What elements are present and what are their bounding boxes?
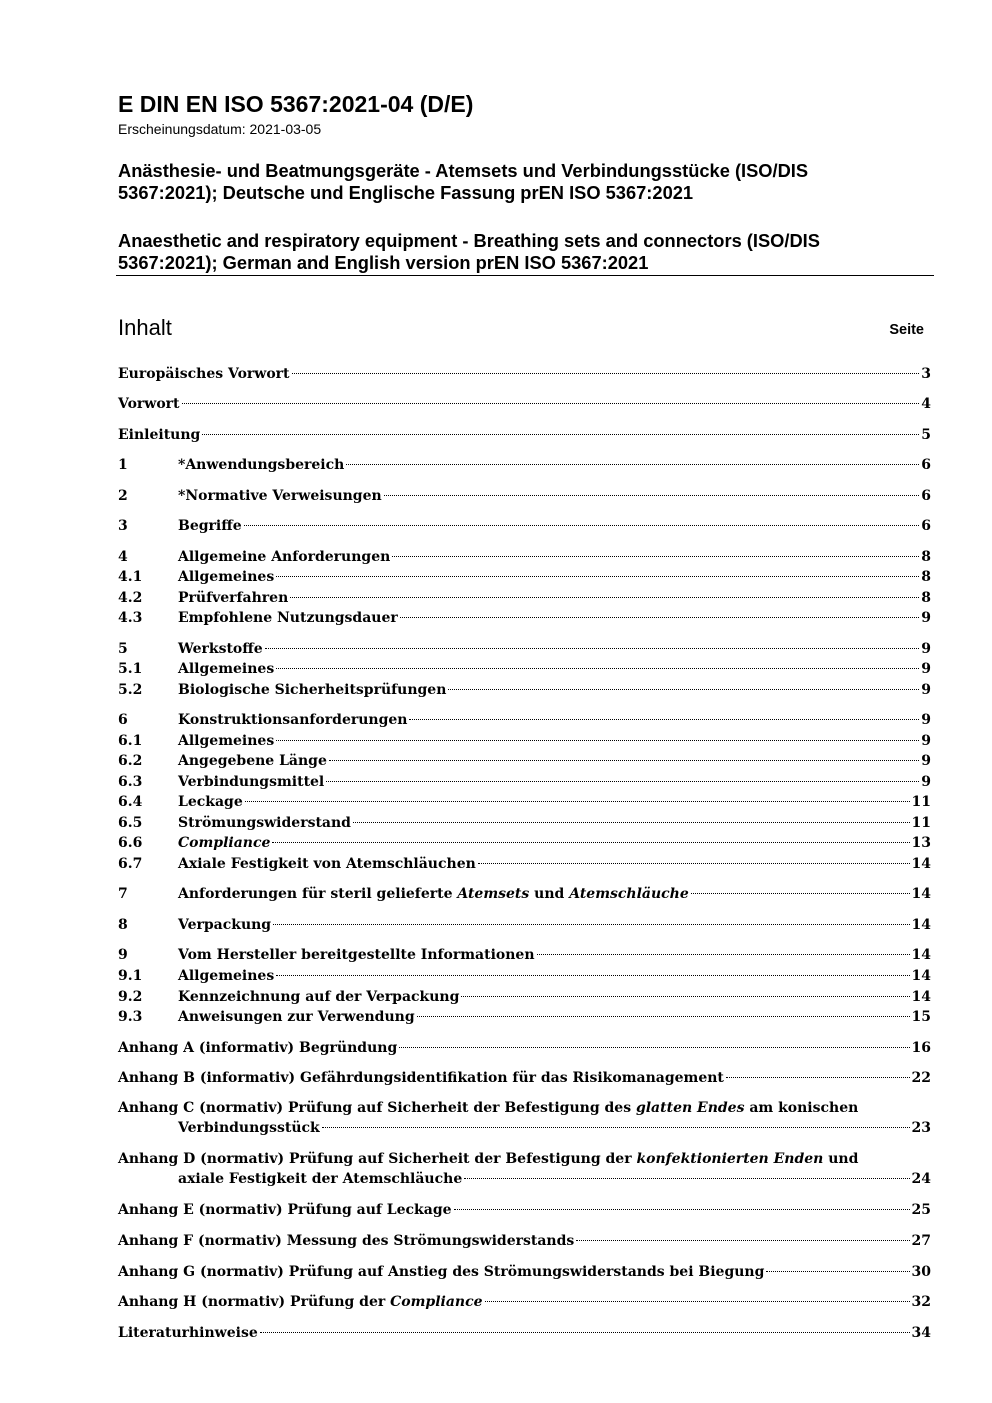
toc-entry-text: Allgemeines bbox=[178, 661, 275, 677]
toc-leader bbox=[326, 781, 919, 782]
toc-entry-text: Werkstoffe bbox=[178, 641, 263, 657]
toc-entry-number: 4.2 bbox=[118, 590, 143, 606]
toc-leader bbox=[272, 842, 909, 843]
toc-leader bbox=[276, 576, 919, 577]
toc-entry[interactable] bbox=[118, 486, 931, 506]
toc-entry-text: Anweisungen zur Verwendung bbox=[178, 1009, 415, 1025]
toc-entry[interactable] bbox=[118, 547, 931, 567]
toc-leader bbox=[346, 464, 919, 465]
toc-leader bbox=[182, 403, 920, 404]
toc-leader bbox=[244, 525, 920, 526]
toc-entry-text: Allgemeine Anforderungen bbox=[178, 549, 391, 565]
toc-leader bbox=[448, 689, 919, 690]
toc-entry[interactable] bbox=[118, 567, 931, 587]
toc-entry-page: 14 bbox=[911, 947, 931, 963]
toc-entry[interactable] bbox=[118, 772, 931, 792]
title-english bbox=[118, 230, 933, 274]
toc-entry-number: 6.5 bbox=[118, 815, 143, 831]
toc-entry-text-line-1: Anhang C (normativ) Prüfung auf Sicherheit der Befestigung des glatten Endes am konischen bbox=[118, 1100, 859, 1116]
toc-entry[interactable] bbox=[118, 884, 931, 904]
toc-entry-text: Leckage bbox=[178, 794, 243, 810]
toc-entry-page: 9 bbox=[921, 610, 931, 626]
toc-leader bbox=[576, 1240, 909, 1241]
title-german bbox=[118, 160, 933, 204]
toc-entry-number: 2 bbox=[118, 488, 128, 504]
toc-leader bbox=[276, 975, 909, 976]
toc-entry[interactable] bbox=[118, 659, 931, 679]
header-divider bbox=[116, 275, 934, 276]
toc-entry-annex[interactable] bbox=[118, 1292, 931, 1312]
toc-entry-annex[interactable] bbox=[118, 1068, 931, 1088]
toc-entry-text: Vom Hersteller bereitgestellte Informationen bbox=[178, 947, 535, 963]
toc-entry-page: 15 bbox=[911, 1009, 931, 1025]
toc-entry-number: 7 bbox=[118, 886, 128, 902]
toc-entry-page: 9 bbox=[921, 733, 931, 749]
toc-leader bbox=[461, 996, 909, 997]
toc-leader bbox=[409, 719, 919, 720]
title-english-line-1: Anaesthetic and respiratory equipment - Breathing sets and connectors (ISO/DIS bbox=[118, 230, 820, 251]
toc-entry-text-line-2: axiale Festigkeit der Atemschläuche bbox=[178, 1171, 463, 1187]
page-column-label: Seite bbox=[889, 322, 924, 338]
toc-leader bbox=[454, 1209, 910, 1210]
toc-entry-page: 13 bbox=[911, 835, 931, 851]
toc-entry-page: 22 bbox=[911, 1070, 931, 1086]
toc-entry-text: Konstruktionsanforderungen bbox=[178, 712, 408, 728]
toc-leader bbox=[276, 740, 919, 741]
toc-entry[interactable] bbox=[118, 680, 931, 700]
toc-entry-page: 14 bbox=[911, 917, 931, 933]
toc-entry-page: 11 bbox=[911, 815, 931, 831]
toc-entry-text: Prüfverfahren bbox=[178, 590, 289, 606]
toc-entry-number: 5 bbox=[118, 641, 128, 657]
toc-entry[interactable] bbox=[118, 1323, 931, 1343]
toc-entry-number: 6.7 bbox=[118, 856, 143, 872]
toc-leader bbox=[464, 1178, 909, 1179]
toc-entry-text: Biologische Sicherheitsprüfungen bbox=[178, 682, 447, 698]
toc-entry[interactable] bbox=[118, 813, 931, 833]
toc-entry-page: 34 bbox=[911, 1325, 931, 1341]
toc-entry-number: 3 bbox=[118, 518, 128, 534]
toc-entry-annex[interactable] bbox=[118, 1098, 931, 1138]
toc-leader bbox=[322, 1127, 910, 1128]
toc-entry-page: 8 bbox=[921, 549, 931, 565]
title-english-line-2: 5367:2021); German and English version prEN ISO 5367:2021 bbox=[118, 252, 649, 273]
toc-entry-text: *Normative Verweisungen bbox=[178, 488, 382, 504]
toc-entry[interactable] bbox=[118, 710, 931, 730]
toc-leader bbox=[478, 863, 910, 864]
toc-entry-page: 14 bbox=[911, 886, 931, 902]
toc-entry-annex[interactable] bbox=[118, 1231, 931, 1251]
toc-entry[interactable] bbox=[118, 455, 931, 475]
toc-entry-text: Strömungswiderstand bbox=[178, 815, 351, 831]
toc-entry-page: 3 bbox=[921, 366, 931, 382]
toc-leader bbox=[726, 1077, 910, 1078]
toc-leader bbox=[265, 648, 920, 649]
toc-entry-number: 5.1 bbox=[118, 661, 143, 677]
toc-entry-number: 6.4 bbox=[118, 794, 143, 810]
toc-entry-page: 8 bbox=[921, 569, 931, 585]
toc-entry-annex[interactable] bbox=[118, 1149, 931, 1189]
toc-entry-page: 6 bbox=[921, 488, 931, 504]
toc-entry[interactable] bbox=[118, 731, 931, 751]
toc-entry-text: Empfohlene Nutzungsdauer bbox=[178, 610, 398, 626]
toc-entry[interactable] bbox=[118, 915, 931, 935]
toc-heading: Inhalt bbox=[118, 315, 172, 340]
toc-entry-page: 9 bbox=[921, 661, 931, 677]
toc-entry[interactable] bbox=[118, 1007, 931, 1027]
toc-entry-text: Axiale Festigkeit von Atemschläuchen bbox=[178, 856, 476, 872]
toc-entry[interactable] bbox=[118, 394, 931, 414]
toc-entry-text-line-2: Verbindungsstück bbox=[178, 1120, 320, 1136]
toc-entry-annex[interactable] bbox=[118, 1038, 931, 1058]
toc-entry-page: 9 bbox=[921, 712, 931, 728]
toc-entry-page: 6 bbox=[921, 518, 931, 534]
toc-entry-number: 9.2 bbox=[118, 989, 143, 1005]
toc-leader bbox=[329, 760, 919, 761]
toc-entry-text: Literaturhinweise bbox=[118, 1325, 258, 1341]
toc-entry-page: 14 bbox=[911, 856, 931, 872]
toc-entry-text-line-1: Anhang D (normativ) Prüfung auf Sicherheit der Befestigung der konfektionierten Enden und bbox=[118, 1151, 859, 1167]
toc-entry-page: 25 bbox=[911, 1202, 931, 1218]
toc-entry-page: 9 bbox=[921, 753, 931, 769]
toc-entry-number: 6.1 bbox=[118, 733, 143, 749]
toc-entry-text: Begriffe bbox=[178, 518, 242, 534]
toc-entry-text: Anhang F (normativ) Messung des Strömungswiderstands bbox=[118, 1233, 575, 1249]
toc-entry[interactable] bbox=[118, 987, 931, 1007]
toc-entry-text: Anhang H (normativ) Prüfung der Compliance bbox=[118, 1294, 483, 1310]
toc-entry-page: 32 bbox=[911, 1294, 931, 1310]
toc-entry[interactable] bbox=[118, 966, 931, 986]
title-german-line-1: Anästhesie- und Beatmungsgeräte - Atemsets und Verbindungsstücke (ISO/DIS bbox=[118, 160, 809, 181]
toc-entry-number: 8 bbox=[118, 917, 128, 933]
toc-entry-number: 4.1 bbox=[118, 569, 143, 585]
toc-entry-text: *Anwendungsbereich bbox=[178, 457, 345, 473]
publication-date: Erscheinungsdatum: 2021-03-05 bbox=[118, 121, 322, 137]
toc-entry-page: 14 bbox=[911, 968, 931, 984]
toc-entry-text: Kennzeichnung auf der Verpackung bbox=[178, 989, 460, 1005]
toc-leader bbox=[260, 1332, 910, 1333]
toc-entry-number: 1 bbox=[118, 457, 128, 473]
title-german-line-2: 5367:2021); Deutsche und Englische Fassung prEN ISO 5367:2021 bbox=[118, 182, 694, 203]
toc-entry-annex[interactable] bbox=[118, 1200, 931, 1220]
toc-entry[interactable] bbox=[118, 751, 931, 771]
toc-leader bbox=[245, 801, 910, 802]
toc-entry-page: 8 bbox=[921, 590, 931, 606]
toc-entry[interactable] bbox=[118, 945, 931, 965]
toc-entry-number: 9 bbox=[118, 947, 128, 963]
toc-leader bbox=[290, 597, 919, 598]
toc-entry-text: Verbindungsmittel bbox=[178, 774, 325, 790]
toc-entry-annex[interactable] bbox=[118, 1262, 931, 1282]
toc-entry-page: 27 bbox=[911, 1233, 931, 1249]
toc-leader bbox=[276, 668, 919, 669]
toc-entry-number: 4.3 bbox=[118, 610, 143, 626]
toc-entry[interactable] bbox=[118, 588, 931, 608]
toc-entry-page: 9 bbox=[921, 682, 931, 698]
toc-leader bbox=[417, 1016, 910, 1017]
toc-entry[interactable] bbox=[118, 792, 931, 812]
toc-entry[interactable] bbox=[118, 364, 931, 384]
toc-entry-text: Allgemeines bbox=[178, 968, 275, 984]
toc-entry-page: 4 bbox=[921, 396, 931, 412]
toc-entry-page: 11 bbox=[911, 794, 931, 810]
toc-entry-text: Anhang A (informativ) Begründung bbox=[118, 1040, 398, 1056]
toc-entry[interactable] bbox=[118, 854, 931, 874]
toc-entry-text: Europäisches Vorwort bbox=[118, 366, 290, 382]
toc-entry[interactable] bbox=[118, 639, 931, 659]
toc-leader bbox=[202, 434, 919, 435]
toc-entry[interactable] bbox=[118, 833, 931, 853]
toc-entry-page: 24 bbox=[911, 1171, 931, 1187]
toc-entry-page: 14 bbox=[911, 989, 931, 1005]
toc-leader bbox=[400, 617, 920, 618]
toc-entry[interactable] bbox=[118, 608, 931, 628]
toc-leader bbox=[766, 1271, 909, 1272]
toc-leader bbox=[399, 1047, 909, 1048]
document-id: E DIN EN ISO 5367:2021-04 (D/E) bbox=[118, 91, 474, 117]
toc-leader bbox=[537, 954, 910, 955]
toc-entry[interactable] bbox=[118, 425, 931, 445]
toc-entry-number: 6 bbox=[118, 712, 128, 728]
toc-entry-page: 5 bbox=[921, 427, 931, 443]
toc-entry-page: 6 bbox=[921, 457, 931, 473]
toc-entry-text: Vorwort bbox=[118, 396, 180, 412]
toc-leader bbox=[392, 556, 919, 557]
toc-entry-text: Compliance bbox=[178, 835, 271, 851]
toc-entry-text: Allgemeines bbox=[178, 569, 275, 585]
toc-entry-page: 23 bbox=[911, 1120, 931, 1136]
toc-entry-text: Anhang G (normativ) Prüfung auf Anstieg des Strömungswiderstands bei Biegung bbox=[118, 1264, 765, 1280]
toc-leader bbox=[485, 1301, 910, 1302]
toc-leader bbox=[292, 373, 920, 374]
toc-entry-number: 9.1 bbox=[118, 968, 143, 984]
toc-entry-text: Verpackung bbox=[178, 917, 272, 933]
toc-entry-text: Einleitung bbox=[118, 427, 201, 443]
toc-entry-number: 6.6 bbox=[118, 835, 143, 851]
toc-entry-number: 6.2 bbox=[118, 753, 143, 769]
toc-entry-number: 4 bbox=[118, 549, 128, 565]
toc-leader bbox=[353, 822, 910, 823]
toc-entry-text: Anhang E (normativ) Prüfung auf Leckage bbox=[118, 1202, 452, 1218]
toc-entry-number: 9.3 bbox=[118, 1009, 143, 1025]
toc-entry-page: 9 bbox=[921, 774, 931, 790]
toc-leader bbox=[691, 893, 910, 894]
toc-entry[interactable] bbox=[118, 516, 931, 536]
toc-entry-page: 16 bbox=[911, 1040, 931, 1056]
toc-entry-number: 6.3 bbox=[118, 774, 143, 790]
toc-entry-text: Anforderungen für steril gelieferte Atemsets und Atemschläuche bbox=[178, 886, 689, 902]
toc-entry-text: Angegebene Länge bbox=[178, 753, 327, 769]
toc-entry-text: Anhang B (informativ) Gefährdungsidentifikation für das Risikomanagement bbox=[118, 1070, 724, 1086]
toc-entry-number: 5.2 bbox=[118, 682, 143, 698]
toc-entry-page: 9 bbox=[921, 641, 931, 657]
toc-entry-text: Allgemeines bbox=[178, 733, 275, 749]
toc-leader bbox=[384, 495, 920, 496]
toc-leader bbox=[273, 924, 909, 925]
toc-entry-page: 30 bbox=[911, 1264, 931, 1280]
